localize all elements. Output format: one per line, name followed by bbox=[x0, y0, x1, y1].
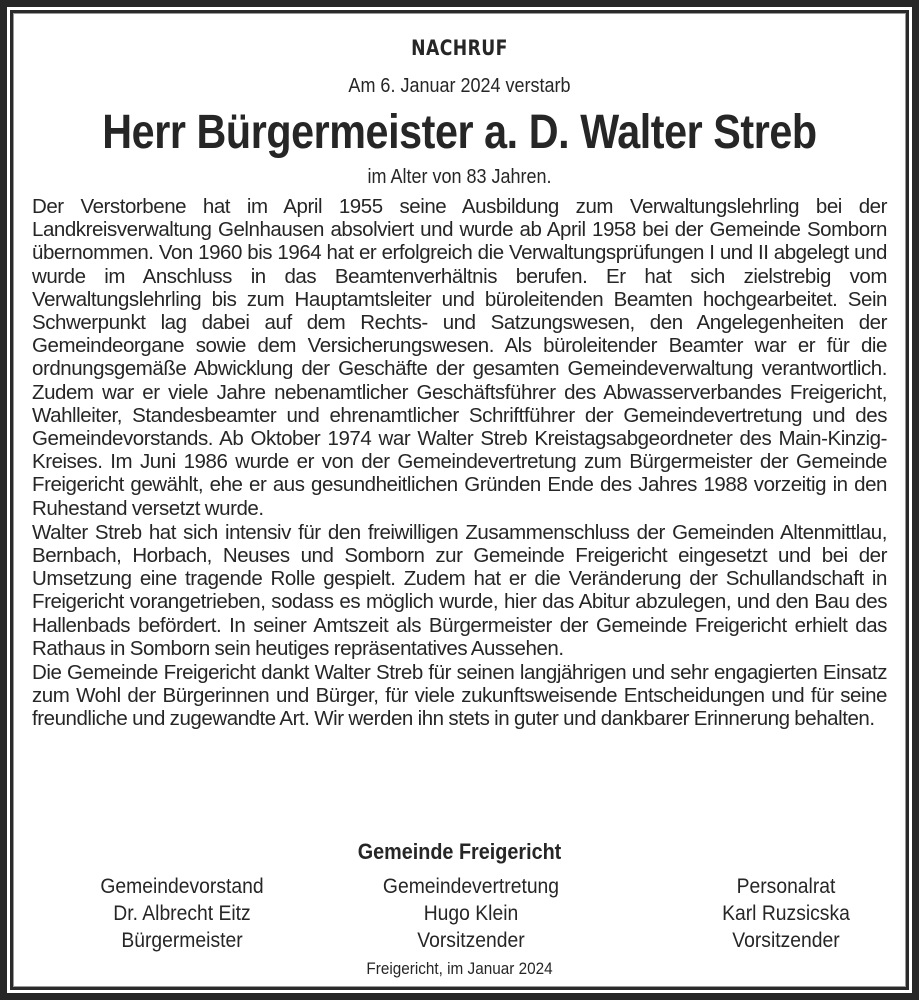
death-date-line: Am 6. Januar 2024 verstarb bbox=[348, 75, 571, 97]
notice-content bbox=[32, 13, 887, 987]
signatory-role: Bürgermeister bbox=[121, 929, 243, 952]
signatory-body: Gemeindevertretung bbox=[382, 875, 560, 898]
signatory-role: Vorsitzender bbox=[417, 929, 525, 952]
signatory-name: Karl Ruzsicska bbox=[722, 902, 850, 925]
signatory-name: Hugo Klein bbox=[423, 902, 519, 925]
signatory bbox=[62, 873, 301, 954]
body-paragraph: Der Verstorbene hat im April 1955 seine Ausbildung zum Verwaltungslehrling bei der Landkreisverwaltung Gelnhausen absolviert und wurde ab April 1958 bei der Gemeinde Somborn übernommen. Von 1960 bis 1964 hat er erfolgreich die Verwaltungsprüfungen I und II abgelegt und wurde im Anschluss in das Beamtenverhältnis berufen. Er hat sich zielstrebig vom Verwaltungslehrling bis zum Hauptamtsleiter und büroleitenden Beamten hochgearbeitet. Sein Schwerpunkt lag dabei auf dem Rechts- und Satzungswesen, den Angelegenheiten der Gemeindeorgane sowie dem Versicherungswesen. Als büroleitender Beamter war er für die ordnungsgemäße Abwicklung der Geschäfte der gesamten Gemeindeverwaltung verantwortlich. Zudem war er viele Jahre nebenamtlicher Geschäftsführer des Abwasserverbandes Freigericht, Wahlleiter, Standesbeamter und ehrenamtlicher Schriftführer der Gemeindevertretung und des Gemeindevorstands. Ab Oktober 1974 war Walter Streb Kreistagsabgeordneter des Main-Kinzig-Kreises. Im Juni 1986 wurde er von der Gemeindevertretung zum Bürgermeister der Gemeinde Freigericht gewählt, ehe er aus gesundheitlichen Gründen Ende des Jahres 1988 vorzeitig in den Ruhestand versetzt wurde. bbox=[32, 195, 887, 520]
body-paragraph: Die Gemeinde Freigericht dankt Walter Streb für seinen langjährigen und sehr engagierten Einsatz zum Wohl der Bürgerinnen und Bürger, für viele zukunftsweisende Entscheidungen und für seine freundliche und zugewandte Art. Wir werden ihn stets in guter und dankbarer Erinnerung behalten. bbox=[32, 661, 887, 731]
signatory-role: Vorsitzender bbox=[732, 929, 840, 952]
signatory-body: Personalrat bbox=[736, 875, 836, 898]
signatory bbox=[666, 873, 905, 954]
signatory-body: Gemeindevorstand bbox=[100, 875, 264, 898]
place-date: Freigericht, im Januar 2024 bbox=[366, 959, 553, 978]
signatory-name: Dr. Albrecht Eitz bbox=[113, 902, 251, 925]
inner-border bbox=[10, 10, 909, 990]
notice-heading: NACHRUF bbox=[411, 36, 508, 60]
age-line: im Alter von 83 Jahren. bbox=[367, 166, 552, 188]
obituary-body bbox=[32, 195, 887, 732]
deceased-name: Herr Bürgermeister a. D. Walter Streb bbox=[102, 106, 817, 159]
organization-name: Gemeinde Freigericht bbox=[357, 839, 562, 864]
body-paragraph: Walter Streb hat sich intensiv für den freiwilligen Zusammenschluss der Gemeinden Altenmittlau, Bernbach, Horbach, Neuses und Somborn zur Gemeinde Freigericht eingesetzt und bei der Umsetzung eine tragende Rolle gespielt. Zudem hat er die Veränderung der Schullandschaft in Freigericht vorangetrieben, sodass es möglich wurde, hier das Abitur abzulegen, und den Bau des Hallenbads befördert. In seiner Amtszeit als Bürgermeister der Gemeinde Freigericht erhielt das Rathaus in Somborn sein heutiges repräsentatives Aussehen. bbox=[32, 520, 887, 660]
signatory bbox=[351, 873, 590, 954]
